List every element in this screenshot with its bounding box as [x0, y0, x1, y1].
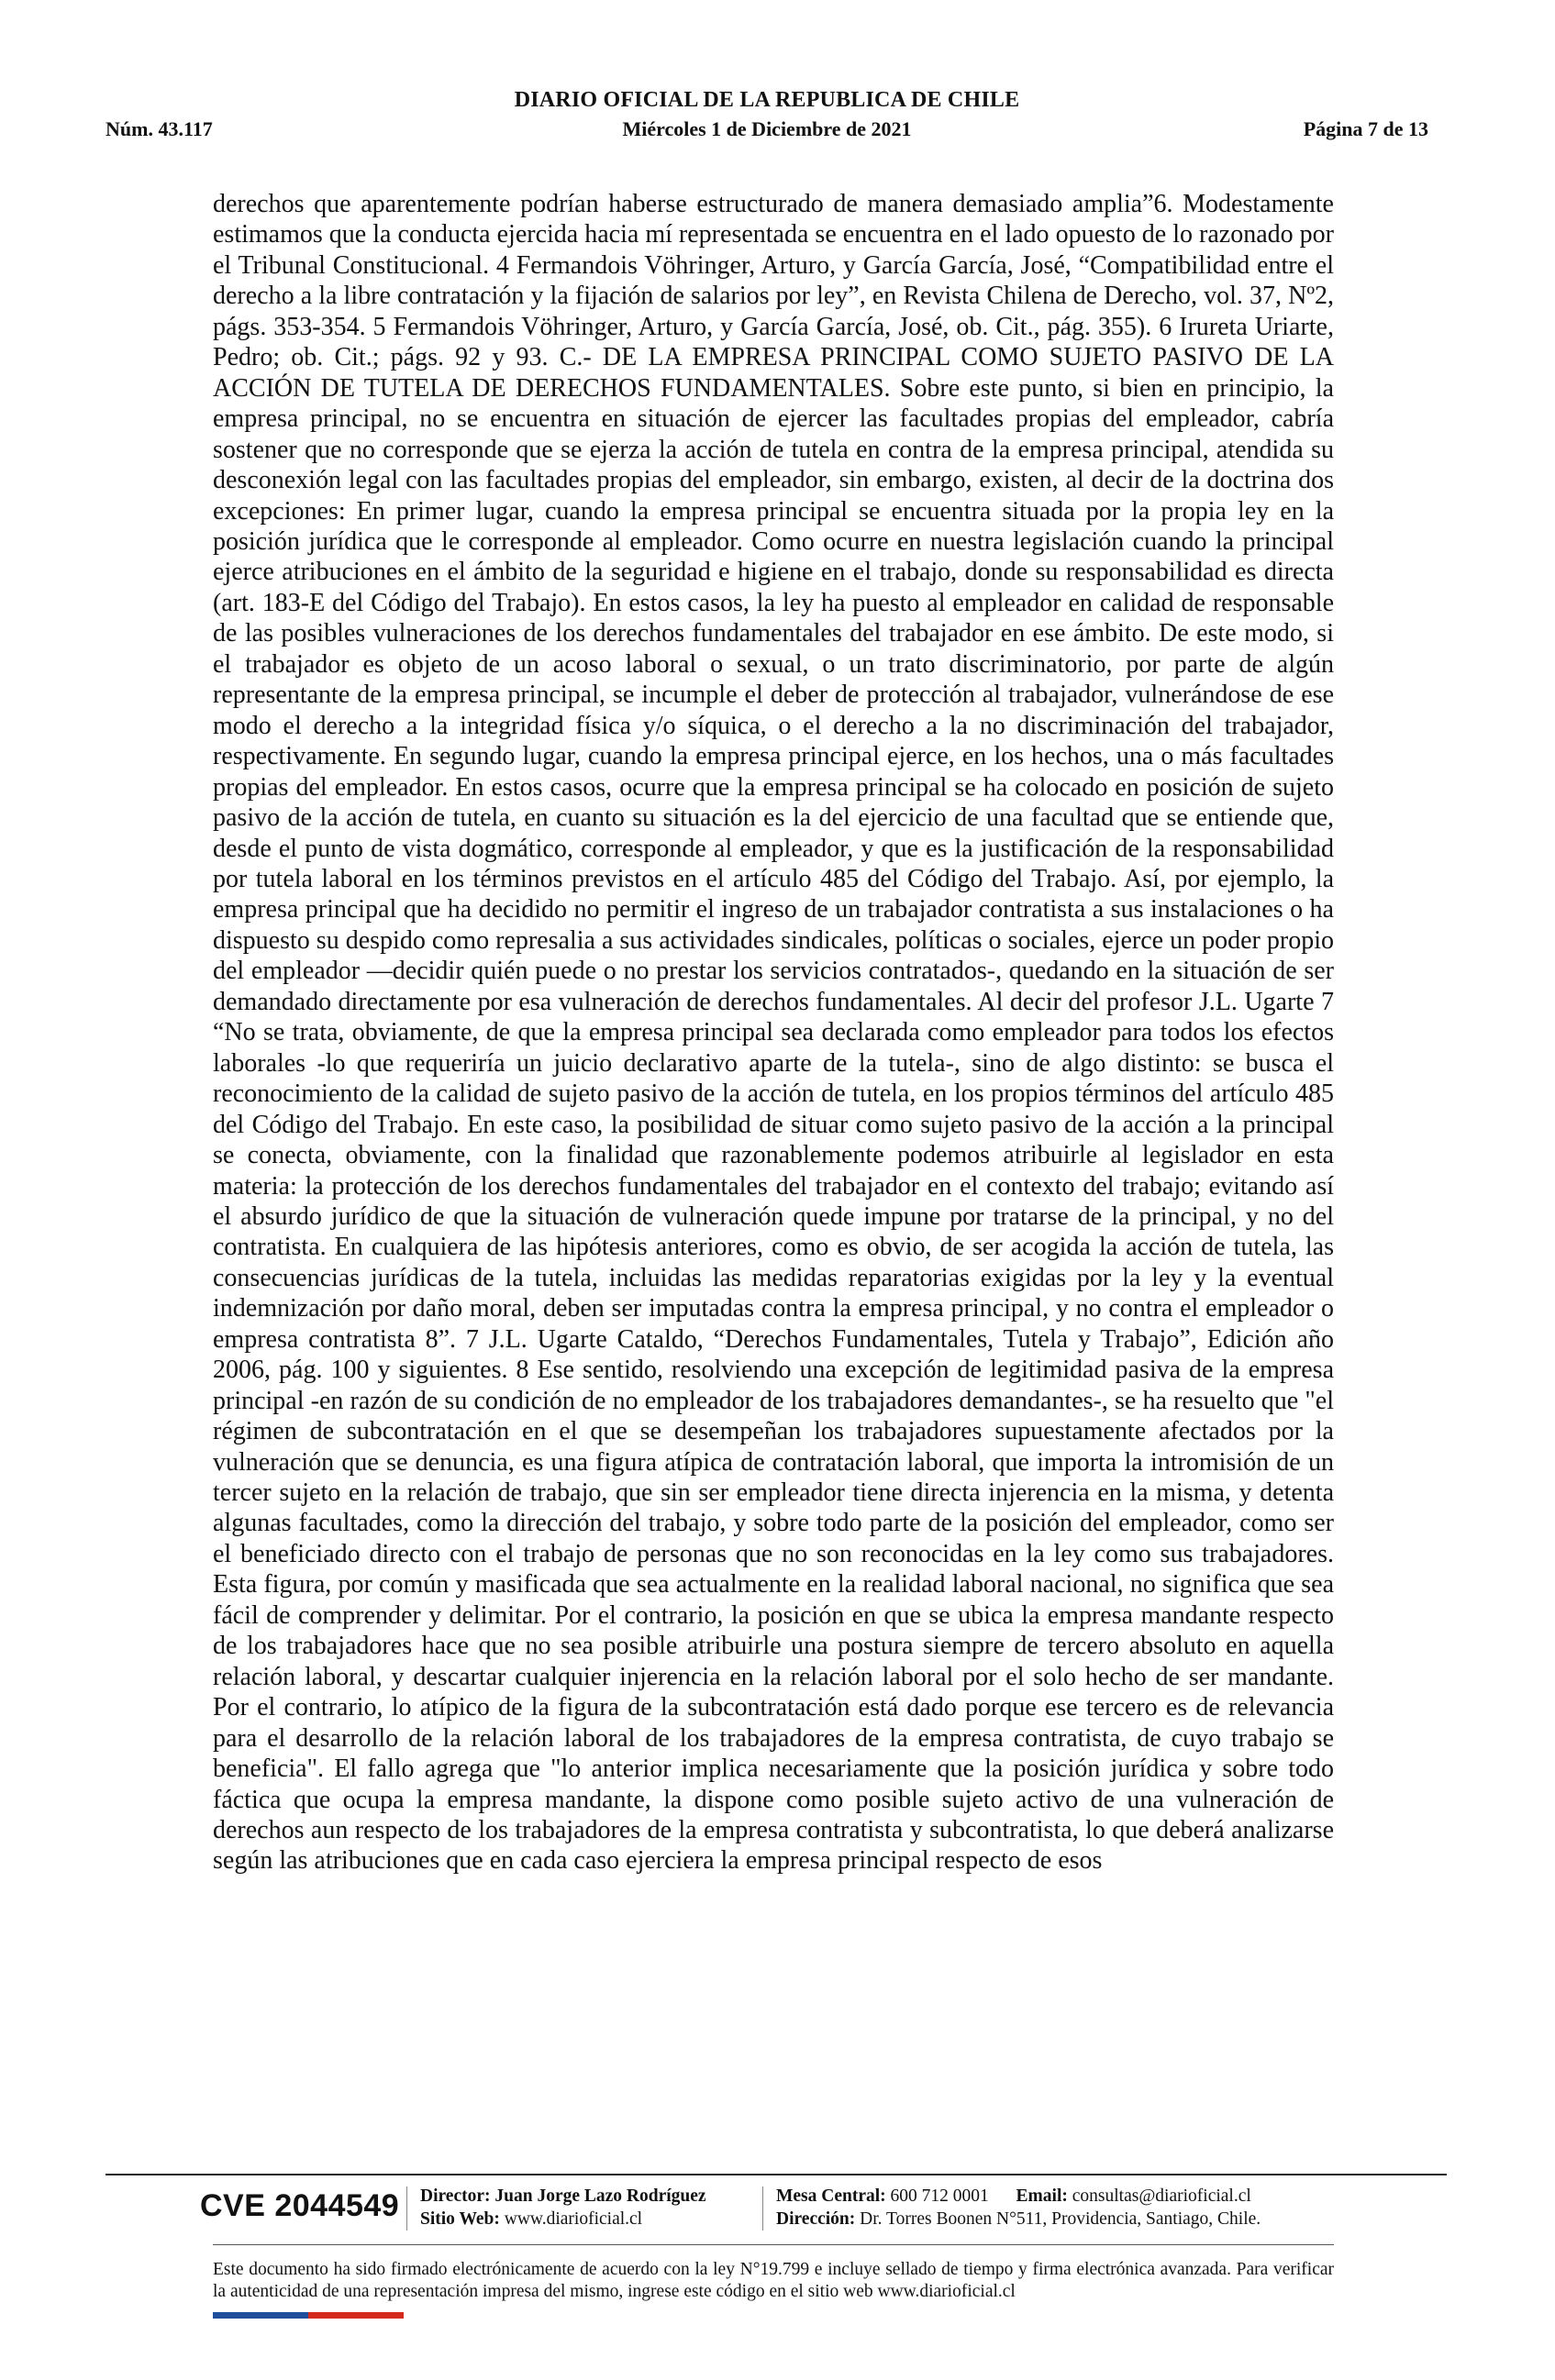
address-line — [776, 2209, 1261, 2230]
website-label: Sitio Web: — [420, 2209, 500, 2229]
website-line — [420, 2209, 642, 2230]
issue-date: Miércoles 1 de Diciembre de 2021 — [622, 117, 912, 140]
footer-top-rule — [106, 2174, 1447, 2175]
flag-blue-segment — [213, 2312, 308, 2319]
director-line — [420, 2186, 706, 2207]
phone-number: 600 712 0001 — [890, 2186, 989, 2206]
page-header — [106, 88, 1428, 152]
director-name: Juan Jorge Lazo Rodríguez — [494, 2186, 706, 2206]
chile-flag-stripe — [213, 2312, 404, 2319]
cve-code: CVE 2044549 — [200, 2188, 400, 2223]
director-label: Director: — [420, 2186, 491, 2206]
contact-line — [776, 2186, 1251, 2207]
newspaper-title: DIARIO OFICIAL DE LA REPUBLICA DE CHILE — [514, 88, 1020, 112]
address-label: Dirección: — [776, 2209, 856, 2229]
issue-number: Núm. 43.117 — [106, 117, 213, 140]
phone-label: Mesa Central: — [776, 2186, 886, 2206]
website-link[interactable]: www.diarioficial.cl — [504, 2209, 643, 2229]
email-label: Email: — [1016, 2186, 1068, 2206]
footer-separator — [406, 2186, 407, 2231]
page-indicator: Página 7 de 13 — [1303, 117, 1428, 140]
flag-red-segment — [308, 2312, 404, 2319]
email-address[interactable]: consultas@diarioficial.cl — [1072, 2186, 1251, 2206]
footer-mid-rule — [213, 2244, 1334, 2245]
body-paragraph: derechos que aparentemente podrían haberse estructurado de manera demasiado amplia”6. Modestamente estimamos que la conducta ejercida hacia mí representada se encuentra en el lado opuesto de lo razonado por el Tribunal Constitucional. 4 Fermandois Vöhringer, Arturo, y García García, José, “Compatibilidad entre el derecho a la libre contratación y la fijación de salarios por ley”, en Revista Chilena de Derecho, vol. 37, Nº2, págs. 353-354. 5 Fermandois Vöhringer, Arturo, y García García, José, ob. Cit., pág. 355). 6 Irureta Uriarte, Pedro; ob. Cit.; págs. 92 y 93. C.- DE LA EMPRESA PRINCIPAL COMO SUJETO PASIVO DE LA ACCIÓN DE TUTELA DE DERECHOS FUNDAMENTALES. Sobre este punto, si bien en principio, la empresa principal, no se encuentra en situación de ejercer las facultades propias del empleador, cabría sostener que no corresponde que se ejerza la acción de tutela en contra de la empresa principal, atendida su desconexión legal con las facultades propias del empleador, sin embargo, existen, al decir de la doctrina dos excepciones: En primer lugar, cuando la empresa principal se encuentra situada por la propia ley en la posición jurídica que le corresponde al empleador. Como ocurre en nuestra legislación cuando la principal ejerce atribuciones en el ámbito de la seguridad e higiene en el trabajo, donde su responsabilidad es directa (art. 183-E del Código del Trabajo). En estos casos, la ley ha puesto al empleador en calidad de responsable de las posibles vulneraciones de los derechos fundamentales del trabajador en ese ámbito. De este modo, si el trabajador es objeto de un acoso laboral o sexual, o un trato discriminatorio, por parte de algún representante de la empresa principal, se incumple el deber de protección al trabajador, vulnerándose de ese modo el derecho a la integridad física y/o síquica, o el derecho a la no discriminación del trabajador, respectivamente. En segundo lugar, cuando la empresa principal ejerce, en los hechos, una o más facultades propias del empleador. En estos casos, ocurre que la empresa principal se ha colocado en posición de sujeto pasivo de la acción de tutela, en cuanto su situación es la del ejercicio de una facultad que se entiende que, desde el punto de vista dogmático, corresponde al empleador, y que es la justificación de la responsabilidad por tutela laboral en los términos previstos en el artículo 485 del Código del Trabajo. Así, por ejemplo, la empresa principal que ha decidido no permitir el ingreso de un trabajador contratista a sus instalaciones o ha dispuesto su despido como represalia a sus actividades sindicales, políticas o sociales, ejerce un poder propio del empleador —decidir quién puede o no prestar los servicios contratados-, quedando en la situación de ser demandado directamente por esa vulneración de derechos fundamentales. Al decir del profesor J.L. Ugarte 7 “No se trata, obviamente, de que la empresa principal sea declarada como empleador para todos los efectos laborales -lo que requeriría un juicio declarativo aparte de la tutela-, sino de algo distinto: se busca el reconocimiento de la calidad de sujeto pasivo de la acción de tutela, en los propios términos del artículo 485 del Código del Trabajo. En este caso, la posibilidad de situar como sujeto pasivo de la acción a la principal se conecta, obviamente, con la finalidad que razonablemente podemos atribuirle al legislador en esta materia: la protección de los derechos fundamentales del trabajador en el contexto del trabajo; evitando así el absurdo jurídico de que la situación de vulneración quede impune por tratarse de la principal, y no del contratista. En cualquiera de las hipótesis anteriores, como es obvio, de ser acogida la acción de tutela, las consecuencias jurídicas de la tutela, incluidas las medidas reparatorias exigidas por la ley y la eventual indemnización por daño moral, deben ser imputadas contra la empresa principal, y no contra el empleador o empresa contratista 8”. 7 J.L. Ugarte Cataldo, “Derechos Fundamentales, Tutela y Trabajo”, Edición año 2006, pág. 100 y siguientes. 8 Ese sentido, resolviendo una excepción de legitimidad pasiva de la empresa principal -en razón de su condición de no empleador de los trabajadores demandantes-, se ha resuelto que "el régimen de subcontratación en el que se desempeñan los trabajadores supuestamente afectados por la vulneración que se denuncia, es una figura atípica de contratación laboral, que importa la intromisión de un tercer sujeto en la relación de trabajo, que sin ser empleador tiene directa injerencia en la misma, y detenta algunas facultades, como la dirección del trabajo, y sobre todo parte de la posición del empleador, como ser el beneficiado directo con el trabajo de personas que no son reconocidas en la ley como sus trabajadores. Esta figura, por común y masificada que sea actualmente en la realidad laboral nacional, no significa que sea fácil de comprender y delimitar. Por el contrario, la posición en que se ubica la empresa mandante respecto de los trabajadores hace que no sea posible atribuirle una postura siempre de tercero absoluto en aquella relación laboral, y descartar cualquier injerencia en la relación laboral por el solo hecho de ser mandante. Por el contrario, lo atípico de la figura de la subcontratación está dado porque ese tercero es de relevancia para el desarrollo de la relación laboral de los trabajadores de la empresa contratista, de cuyo trabajo se beneficia". El fallo agrega que "lo anterior implica necesariamente que la posición jurídica y sobre todo fáctica que ocupa la empresa mandante, la dispone como posible sujeto activo de una vulneración de derechos aun respecto de los trabajadores de la empresa contratista y subcontratista, lo que deberá analizarse según las atribuciones que en cada caso ejerciera la empresa principal respecto de esos — [213, 190, 1334, 1876]
footer-separator — [762, 2186, 763, 2231]
legal-notice: Este documento ha sido firmado electrónicamente de acuerdo con la ley N°19.799 e incluye sellado de tiempo y firma electrónica avanzada. Para verificar la autenticidad de una representación impresa del mismo, ingrese este código en el sitio web www.diarioficial.cl — [213, 2260, 1334, 2301]
address-text: Dr. Torres Boonen N°511, Providencia, Santiago, Chile. — [860, 2209, 1261, 2229]
